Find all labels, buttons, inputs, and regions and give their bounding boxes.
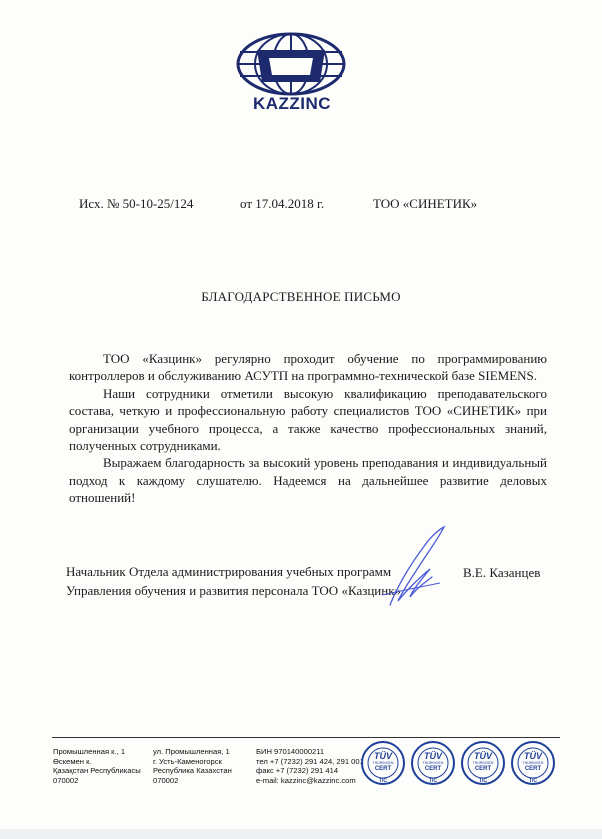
- position-line-1: Начальник Отдела администрирования учебных программ: [66, 564, 392, 579]
- footer-address-ru: [153, 747, 232, 785]
- cert-mid: THÜRINGEN: [472, 761, 494, 765]
- paragraph-3: Выражаем благодарность за высокий уровень преподавания и индивидуальный подход к каждому слушателю. Надеемся на дальнейшее развитие деловых отношений!: [69, 455, 547, 506]
- footer-line: 070002: [53, 775, 79, 785]
- footer-line: e-mail: kazzinc@kazzinc.com: [256, 775, 356, 785]
- cert-bottom: CERT: [474, 766, 492, 772]
- cert-top: TÜV: [524, 751, 542, 761]
- footer-line: 070002: [153, 775, 179, 785]
- footer-address-kz: [53, 747, 141, 785]
- footer-line: Қазақстан Республикасы: [53, 766, 141, 776]
- cert-mid: THÜRINGEN: [372, 761, 394, 765]
- tuv-cert-seal-icon: [360, 740, 406, 786]
- signatory-position: [66, 562, 401, 600]
- brand-wordmark: KAZZINC: [252, 94, 332, 113]
- footer-contacts: [256, 747, 364, 785]
- recipient: ТОО «СИНЕТИК»: [373, 196, 478, 211]
- outgoing-reference: Исх. № 50-10-25/124: [79, 196, 194, 211]
- footer-line: Промышленная к., 1: [53, 747, 126, 756]
- cert-foot: TIC: [478, 778, 488, 784]
- cert-bottom: CERT: [374, 766, 392, 772]
- footer-divider: [52, 737, 560, 738]
- letter-date: от 17.04.2018 г.: [240, 196, 325, 211]
- cert-mid: THÜRINGEN: [522, 761, 544, 765]
- cert-bottom: CERT: [424, 766, 442, 772]
- paragraph-1: ТОО «Казцинк» регулярно проходит обучение по программированию контроллеров и обслуживанию АСУТП на программно-технической базе SIEMENS.: [69, 351, 547, 384]
- scan-bottom-edge: [0, 829, 602, 839]
- cert-top: TÜV: [374, 751, 392, 761]
- footer-line: факс +7 (7232) 291 414: [256, 766, 339, 776]
- cert-top: TÜV: [474, 751, 492, 761]
- kazzinc-globe-logo: [236, 32, 346, 96]
- footer-line: Республика Казахстан: [153, 766, 232, 776]
- handwritten-signature: [380, 525, 455, 615]
- footer-line: г. Усть-Каменогорск: [153, 756, 222, 766]
- cert-foot: TIC: [378, 778, 388, 784]
- cert-foot: TIC: [528, 778, 538, 784]
- cert-foot: TIC: [428, 778, 438, 784]
- footer-line: тел +7 (7232) 291 424, 291 001: [256, 756, 364, 766]
- footer-line: БИН 970140000211: [256, 747, 325, 756]
- tuv-cert-seal-icon: [460, 740, 506, 786]
- tuv-cert-seal-icon: [410, 740, 456, 786]
- signatory-name: В.Е. Казанцев: [463, 565, 541, 580]
- position-line-2: Управления обучения и развития персонала ТОО «Казцинк»: [66, 583, 402, 598]
- tuv-cert-seal-icon: [510, 740, 556, 786]
- letter-body: [69, 350, 547, 507]
- letter-title: БЛАГОДАРСТВЕННОЕ ПИСЬМО: [201, 289, 401, 304]
- cert-mid: THÜRINGEN: [422, 761, 444, 765]
- cert-bottom: CERT: [524, 766, 542, 772]
- cert-top: TÜV: [424, 751, 442, 761]
- footer-line: ул. Промышленная, 1: [153, 747, 230, 756]
- footer-line: Өскемен к.: [53, 756, 92, 766]
- paragraph-2: Наши сотрудники отметили высокую квалификацию преподавательского состава, четкую и профессиональную работу специалистов ТОО «СИНЕТИК» при организации учебного процесса, а также качество профессиональных знаний, полученных сотрудниками.: [69, 385, 547, 454]
